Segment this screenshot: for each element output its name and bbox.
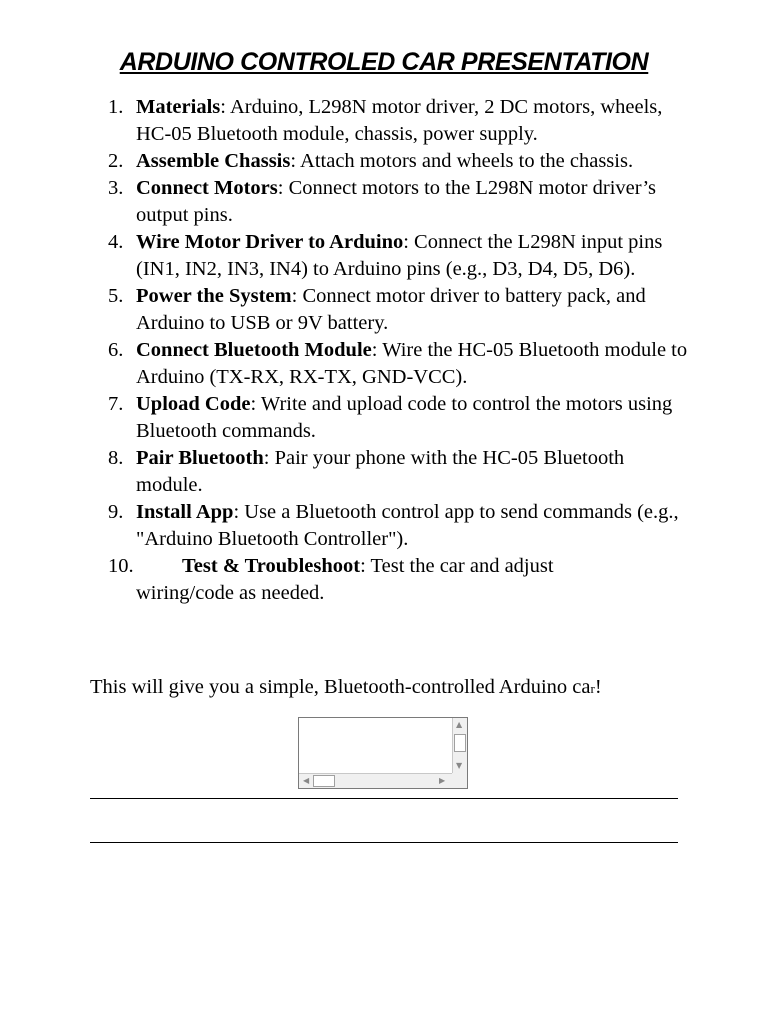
step-term: Wire Motor Driver to Arduino	[136, 231, 404, 253]
step-number: 7.	[108, 393, 124, 415]
step-number: 3.	[108, 177, 124, 199]
closing-punctuation: !	[594, 676, 602, 698]
closing-sentence	[90, 674, 602, 702]
horizontal-scroll-thumb[interactable]	[313, 775, 335, 787]
step-term: Test & Troubleshoot	[182, 555, 361, 577]
arrow-up-icon[interactable]: ▲	[456, 720, 463, 729]
step-text: : Pair your phone with the HC-05 Bluetooth module.	[136, 447, 625, 496]
step-term: Connect Bluetooth Module	[136, 339, 372, 361]
step-term: Power the System	[136, 285, 292, 307]
step-text: : Write and upload code to control the motors using Bluetooth commands.	[136, 393, 673, 442]
list-item	[108, 148, 688, 175]
vertical-scrollbar[interactable]	[452, 718, 467, 774]
document-title: ARDUINO CONTROLED CAR PRESENTATION	[119, 48, 649, 76]
step-text: : Connect the L298N input pins (IN1, IN2, IN3, IN4) to Arduino pins (e.g., D3, D4, D5, D6).	[136, 231, 663, 280]
step-number: 1.	[108, 96, 124, 118]
step-term: Connect Motors	[136, 177, 278, 199]
step-term: Upload Code	[136, 393, 251, 415]
step-term: Pair Bluetooth	[136, 447, 264, 469]
step-text: : Arduino, L298N motor driver, 2 DC motors, wheels, HC-05 Bluetooth module, chassis, power supply.	[136, 96, 663, 145]
step-number: 8.	[108, 447, 124, 469]
step-first-line	[136, 553, 688, 580]
list-item	[108, 499, 688, 553]
list-item	[108, 337, 688, 391]
list-item	[108, 553, 688, 607]
step-text: : Connect motor driver to battery pack, and Arduino to USB or 9V battery.	[136, 285, 646, 334]
horizontal-scrollbar[interactable]	[299, 773, 454, 788]
arrow-right-icon[interactable]: ▶	[439, 776, 446, 785]
arrow-down-icon[interactable]: ▼	[456, 761, 463, 770]
vertical-scroll-thumb[interactable]	[454, 734, 466, 752]
step-number: 4.	[108, 231, 124, 253]
arrow-left-icon[interactable]: ◀	[303, 776, 310, 785]
list-item	[108, 391, 688, 445]
step-text: : Connect motors to the L298N motor driver’s output pins.	[136, 177, 657, 226]
steps-list	[108, 94, 688, 607]
step-text-continuation: wiring/code as needed.	[136, 582, 325, 604]
horizontal-rule	[90, 842, 678, 843]
step-number: 2.	[108, 150, 124, 172]
step-term: Install App	[136, 501, 234, 523]
step-text: : Wire the HC-05 Bluetooth module to Arduino (TX-RX, RX-TX, GND-VCC).	[136, 339, 688, 388]
list-item	[108, 229, 688, 283]
step-text: : Use a Bluetooth control app to send commands (e.g., "Arduino Bluetooth Controller").	[136, 501, 679, 550]
list-item	[108, 175, 688, 229]
step-text: : Attach motors and wheels to the chassis.	[290, 150, 634, 172]
closing-small-letter: r	[590, 681, 595, 696]
closing-text: This will give you a simple, Bluetooth-controlled Arduino ca	[90, 676, 591, 698]
horizontal-rule	[90, 798, 678, 799]
list-item	[108, 445, 688, 499]
scrollbar-corner	[452, 773, 467, 788]
step-text: : Test the car and adjust	[360, 555, 554, 577]
embedded-listbox[interactable]	[298, 717, 468, 789]
step-number: 5.	[108, 285, 124, 307]
step-number: 6.	[108, 339, 124, 361]
list-item	[108, 283, 688, 337]
step-number: 10.	[108, 555, 134, 577]
step-term: Assemble Chassis	[136, 150, 291, 172]
step-number: 9.	[108, 501, 124, 523]
step-term: Materials	[136, 96, 221, 118]
list-item	[108, 94, 688, 148]
